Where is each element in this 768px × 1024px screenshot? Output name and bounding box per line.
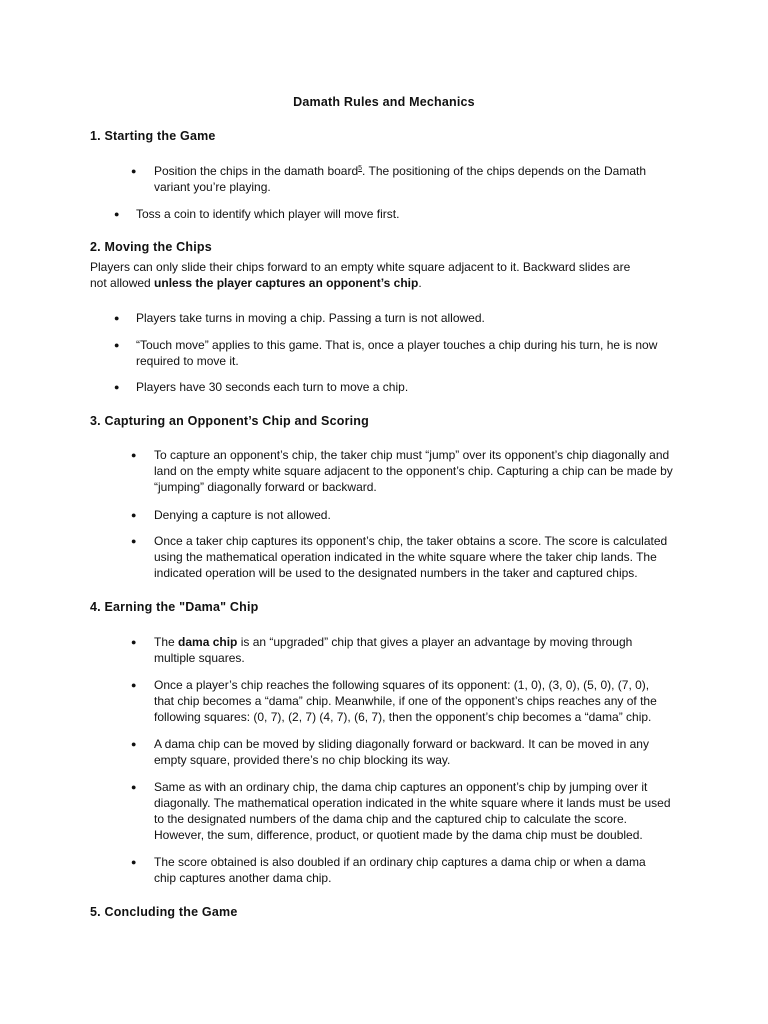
bullet: ● (131, 450, 137, 460)
list-item: The score obtained is also doubled if an ordinary chip captures a dama chip or when a dama chip captures another dama chip. (154, 855, 646, 885)
list-item: Once a player’s chip reaches the following squares of its opponent: (1, 0), (3, 0), (5, 0), (7, 0), that chip becomes a “dama” chip. Meanwhile, if one of the opponent’s chips reaches any of the following squares: (0, 7), (2, 7) (4, 7), (6, 7), then the opponent’s chip becomes a “dama” chip. (154, 678, 657, 724)
bullet: ● (131, 637, 137, 647)
section-4-heading: 4. Earning the "Dama" Chip (90, 600, 259, 614)
paragraph-text: . (418, 276, 422, 290)
list-item: Once a taker chip captures its opponent’s chip, the taker obtains a score. The score is calculated using the mathematical operation indicated in the white square where the taker chip lands. The indicated operation will be used to the designated numbers in the taker and captured chips. (154, 534, 668, 580)
bullet: ● (131, 536, 137, 546)
section-2-heading: 2. Moving the Chips (90, 240, 212, 254)
list-text: The (154, 635, 179, 649)
bullet: ● (131, 857, 137, 867)
bullet: ● (131, 680, 137, 690)
list-item (154, 163, 674, 195)
list-item: Players have 30 seconds each turn to move a chip. (136, 380, 409, 394)
footnote-ref[interactable]: 5 (358, 165, 363, 172)
bullet: ● (114, 209, 120, 219)
bullet: ● (131, 739, 137, 749)
bold-phrase: unless the player captures an opponent’s chip (154, 276, 419, 290)
list-item: Players take turns in moving a chip. Passing a turn is not allowed. (136, 311, 485, 325)
list-item: To capture an opponent’s chip, the taker chip must “jump” over its opponent’s chip diagonally and land on the empty white square adjacent to the opponent’s chip. Capturing a chip can be made by “jumping” diagonally forward or backward. (154, 448, 673, 494)
list-text: Position the chips in the damath board (154, 164, 359, 178)
bullet: ● (131, 782, 137, 792)
list-item (154, 634, 664, 666)
list-text: is an “upgraded” chip that gives a player an advantage by moving through multiple squares. (154, 635, 633, 665)
bullet: ● (131, 166, 137, 176)
list-item: “Touch move” applies to this game. That is, once a player touches a chip during his turn, he is now required to move it. (136, 338, 658, 368)
bullet: ● (114, 382, 120, 392)
bold-phrase: dama chip (178, 635, 238, 649)
list-text: . The positioning of the chips depends on the Damath variant you’re playing. (154, 164, 647, 194)
list-item: Toss a coin to identify which player will move first. (136, 207, 400, 221)
section-1-heading: 1. Starting the Game (90, 129, 216, 143)
paragraph-text: Players can only slide their chips forward to an empty white square adjacent to it. Backward slides are not allowed (90, 260, 631, 290)
paragraph (90, 259, 635, 291)
section-5-heading: 5. Concluding the Game (90, 905, 238, 919)
section-3-heading: 3. Capturing an Opponent’s Chip and Scoring (90, 414, 369, 428)
list-item: A dama chip can be moved by sliding diagonally forward or backward. It can be moved in any empty square, provided there’s no chip blocking its way. (154, 737, 649, 767)
list-item: Denying a capture is not allowed. (154, 508, 331, 522)
bullet: ● (114, 313, 120, 323)
page-title: Damath Rules and Mechanics (293, 95, 475, 109)
list-item: Same as with an ordinary chip, the dama chip captures an opponent’s chip by jumping over it diagonally. The mathematical operation indicated in the white square where it lands must be used to the designated numbers of the dama chip and the captured chip to calculate the score. However, the sum, difference, product, or quotient made by the dama chip must be doubled. (154, 780, 671, 842)
bullet: ● (114, 340, 120, 350)
bullet: ● (131, 510, 137, 520)
